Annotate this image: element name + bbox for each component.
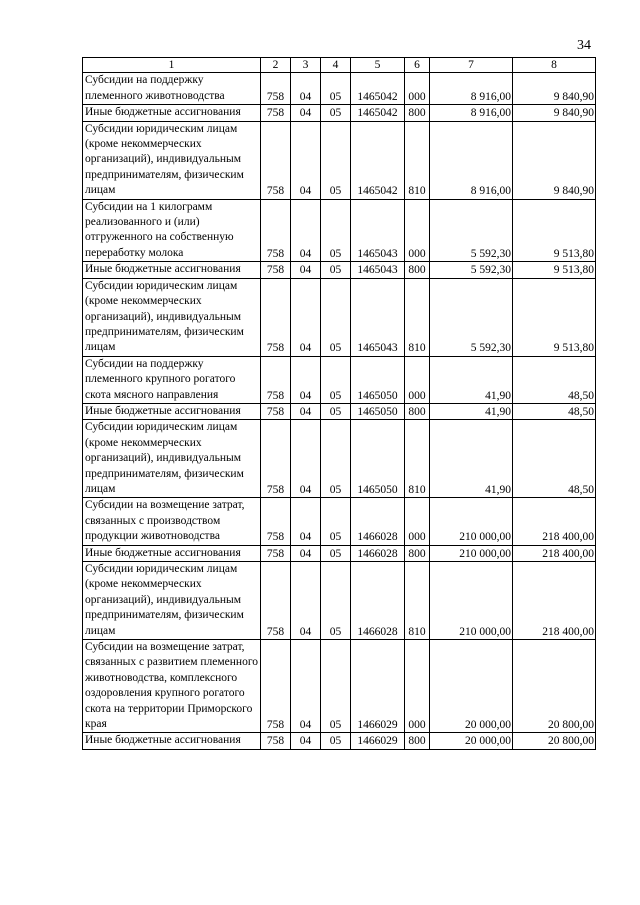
amount-col8-cell: 218 400,00 — [513, 545, 596, 561]
amount-col8-cell: 48,50 — [513, 403, 596, 419]
column-header: 7 — [430, 58, 513, 73]
table-row — [83, 420, 596, 498]
amount-col8-cell: 20 800,00 — [513, 733, 596, 749]
section-code-cell: 04 — [291, 73, 321, 105]
subsection-code-cell: 05 — [321, 498, 351, 545]
amount-col8-cell: 9 840,90 — [513, 73, 596, 105]
column-header: 1 — [83, 58, 261, 73]
row-name-cell: Субсидии юридическим лицам (кроме некоммерческих организаций), индивидуальным предпринимателям, физическим лицам — [83, 420, 261, 498]
amount-col7-cell: 210 000,00 — [430, 498, 513, 545]
subsection-code-cell: 05 — [321, 640, 351, 733]
table-row — [83, 121, 596, 199]
table-row — [83, 545, 596, 561]
subsection-code-cell: 05 — [321, 199, 351, 262]
ministry-code-cell: 758 — [261, 733, 291, 749]
subsection-code-cell: 05 — [321, 356, 351, 403]
table-row — [83, 562, 596, 640]
table-row — [83, 73, 596, 105]
target-article-cell: 1465042 — [351, 105, 405, 121]
section-code-cell: 04 — [291, 356, 321, 403]
ministry-code-cell: 758 — [261, 498, 291, 545]
expense-type-cell: 800 — [405, 733, 430, 749]
row-name-cell: Иные бюджетные ассигнования — [83, 262, 261, 278]
amount-col7-cell: 8 916,00 — [430, 105, 513, 121]
expense-type-cell: 800 — [405, 105, 430, 121]
expense-type-cell: 810 — [405, 121, 430, 199]
column-header: 3 — [291, 58, 321, 73]
subsection-code-cell: 05 — [321, 278, 351, 356]
expense-type-cell: 000 — [405, 498, 430, 545]
section-code-cell: 04 — [291, 403, 321, 419]
amount-col8-cell: 9 513,80 — [513, 199, 596, 262]
subsection-code-cell: 05 — [321, 73, 351, 105]
ministry-code-cell: 758 — [261, 73, 291, 105]
amount-col7-cell: 210 000,00 — [430, 545, 513, 561]
target-article-cell: 1465050 — [351, 356, 405, 403]
target-article-cell: 1465042 — [351, 121, 405, 199]
target-article-cell: 1465043 — [351, 278, 405, 356]
amount-col7-cell: 8 916,00 — [430, 73, 513, 105]
amount-col8-cell: 20 800,00 — [513, 640, 596, 733]
row-name-cell: Иные бюджетные ассигнования — [83, 545, 261, 561]
amount-col8-cell: 9 840,90 — [513, 105, 596, 121]
amount-col8-cell: 218 400,00 — [513, 498, 596, 545]
subsection-code-cell: 05 — [321, 562, 351, 640]
target-article-cell: 1466029 — [351, 640, 405, 733]
amount-col7-cell: 41,90 — [430, 403, 513, 419]
subsection-code-cell: 05 — [321, 403, 351, 419]
target-article-cell: 1466028 — [351, 498, 405, 545]
expense-type-cell: 000 — [405, 73, 430, 105]
amount-col8-cell: 48,50 — [513, 420, 596, 498]
subsection-code-cell: 05 — [321, 105, 351, 121]
page-number: 34 — [577, 38, 591, 53]
table-row — [83, 199, 596, 262]
table-row — [83, 262, 596, 278]
ministry-code-cell: 758 — [261, 105, 291, 121]
table-row — [83, 356, 596, 403]
section-code-cell: 04 — [291, 498, 321, 545]
column-header: 2 — [261, 58, 291, 73]
target-article-cell: 1465042 — [351, 73, 405, 105]
ministry-code-cell: 758 — [261, 121, 291, 199]
amount-col8-cell: 9 840,90 — [513, 121, 596, 199]
amount-col7-cell: 41,90 — [430, 356, 513, 403]
target-article-cell: 1466028 — [351, 562, 405, 640]
row-name-cell: Субсидии на поддержку племенного крупного рогатого скота мясного направления — [83, 356, 261, 403]
column-header: 8 — [513, 58, 596, 73]
target-article-cell: 1465043 — [351, 199, 405, 262]
row-name-cell: Субсидии на возмещение затрат, связанных с развитием племенного животноводства, комплексного оздоровления крупного рогатого скота на территории Приморского края — [83, 640, 261, 733]
table-row — [83, 733, 596, 749]
ministry-code-cell: 758 — [261, 640, 291, 733]
expense-type-cell: 000 — [405, 199, 430, 262]
subsection-code-cell: 05 — [321, 733, 351, 749]
expense-type-cell: 800 — [405, 545, 430, 561]
subsection-code-cell: 05 — [321, 262, 351, 278]
budget-table — [82, 57, 596, 750]
target-article-cell: 1465050 — [351, 420, 405, 498]
target-article-cell: 1465050 — [351, 403, 405, 419]
row-name-cell: Субсидии юридическим лицам (кроме некоммерческих организаций), индивидуальным предпринимателям, физическим лицам — [83, 121, 261, 199]
section-code-cell: 04 — [291, 420, 321, 498]
expense-type-cell: 810 — [405, 278, 430, 356]
target-article-cell: 1465043 — [351, 262, 405, 278]
column-header: 6 — [405, 58, 430, 73]
ministry-code-cell: 758 — [261, 199, 291, 262]
amount-col8-cell: 48,50 — [513, 356, 596, 403]
ministry-code-cell: 758 — [261, 562, 291, 640]
amount-col7-cell: 5 592,30 — [430, 278, 513, 356]
target-article-cell: 1466028 — [351, 545, 405, 561]
ministry-code-cell: 758 — [261, 545, 291, 561]
section-code-cell: 04 — [291, 640, 321, 733]
ministry-code-cell: 758 — [261, 420, 291, 498]
row-name-cell: Субсидии на поддержку племенного животноводства — [83, 73, 261, 105]
ministry-code-cell: 758 — [261, 356, 291, 403]
expense-type-cell: 800 — [405, 262, 430, 278]
expense-type-cell: 810 — [405, 562, 430, 640]
expense-type-cell: 000 — [405, 640, 430, 733]
expense-type-cell: 800 — [405, 403, 430, 419]
amount-col8-cell: 9 513,80 — [513, 262, 596, 278]
section-code-cell: 04 — [291, 105, 321, 121]
row-name-cell: Иные бюджетные ассигнования — [83, 403, 261, 419]
row-name-cell: Иные бюджетные ассигнования — [83, 105, 261, 121]
row-name-cell: Субсидии юридическим лицам (кроме некоммерческих организаций), индивидуальным предпринимателям, физическим лицам — [83, 278, 261, 356]
subsection-code-cell: 05 — [321, 121, 351, 199]
expense-type-cell: 810 — [405, 420, 430, 498]
row-name-cell: Иные бюджетные ассигнования — [83, 733, 261, 749]
target-article-cell: 1466029 — [351, 733, 405, 749]
amount-col7-cell: 210 000,00 — [430, 562, 513, 640]
amount-col8-cell: 218 400,00 — [513, 562, 596, 640]
amount-col7-cell: 20 000,00 — [430, 733, 513, 749]
table-row — [83, 403, 596, 419]
table-row — [83, 278, 596, 356]
column-header: 4 — [321, 58, 351, 73]
row-name-cell: Субсидии юридическим лицам (кроме некоммерческих организаций), индивидуальным предпринимателям, физическим лицам — [83, 562, 261, 640]
row-name-cell: Субсидии на 1 килограмм реализованного и (или) отгруженного на собственную переработку молока — [83, 199, 261, 262]
expense-type-cell: 000 — [405, 356, 430, 403]
section-code-cell: 04 — [291, 278, 321, 356]
table-row — [83, 498, 596, 545]
ministry-code-cell: 758 — [261, 278, 291, 356]
ministry-code-cell: 758 — [261, 403, 291, 419]
section-code-cell: 04 — [291, 545, 321, 561]
row-name-cell: Субсидии на возмещение затрат, связанных с производством продукции животноводства — [83, 498, 261, 545]
subsection-code-cell: 05 — [321, 545, 351, 561]
amount-col8-cell: 9 513,80 — [513, 278, 596, 356]
ministry-code-cell: 758 — [261, 262, 291, 278]
column-header: 5 — [351, 58, 405, 73]
section-code-cell: 04 — [291, 262, 321, 278]
table-row — [83, 105, 596, 121]
header-row — [83, 58, 596, 73]
amount-col7-cell: 8 916,00 — [430, 121, 513, 199]
section-code-cell: 04 — [291, 121, 321, 199]
amount-col7-cell: 41,90 — [430, 420, 513, 498]
section-code-cell: 04 — [291, 562, 321, 640]
section-code-cell: 04 — [291, 199, 321, 262]
amount-col7-cell: 5 592,30 — [430, 199, 513, 262]
table-row — [83, 640, 596, 733]
section-code-cell: 04 — [291, 733, 321, 749]
amount-col7-cell: 20 000,00 — [430, 640, 513, 733]
subsection-code-cell: 05 — [321, 420, 351, 498]
amount-col7-cell: 5 592,30 — [430, 262, 513, 278]
